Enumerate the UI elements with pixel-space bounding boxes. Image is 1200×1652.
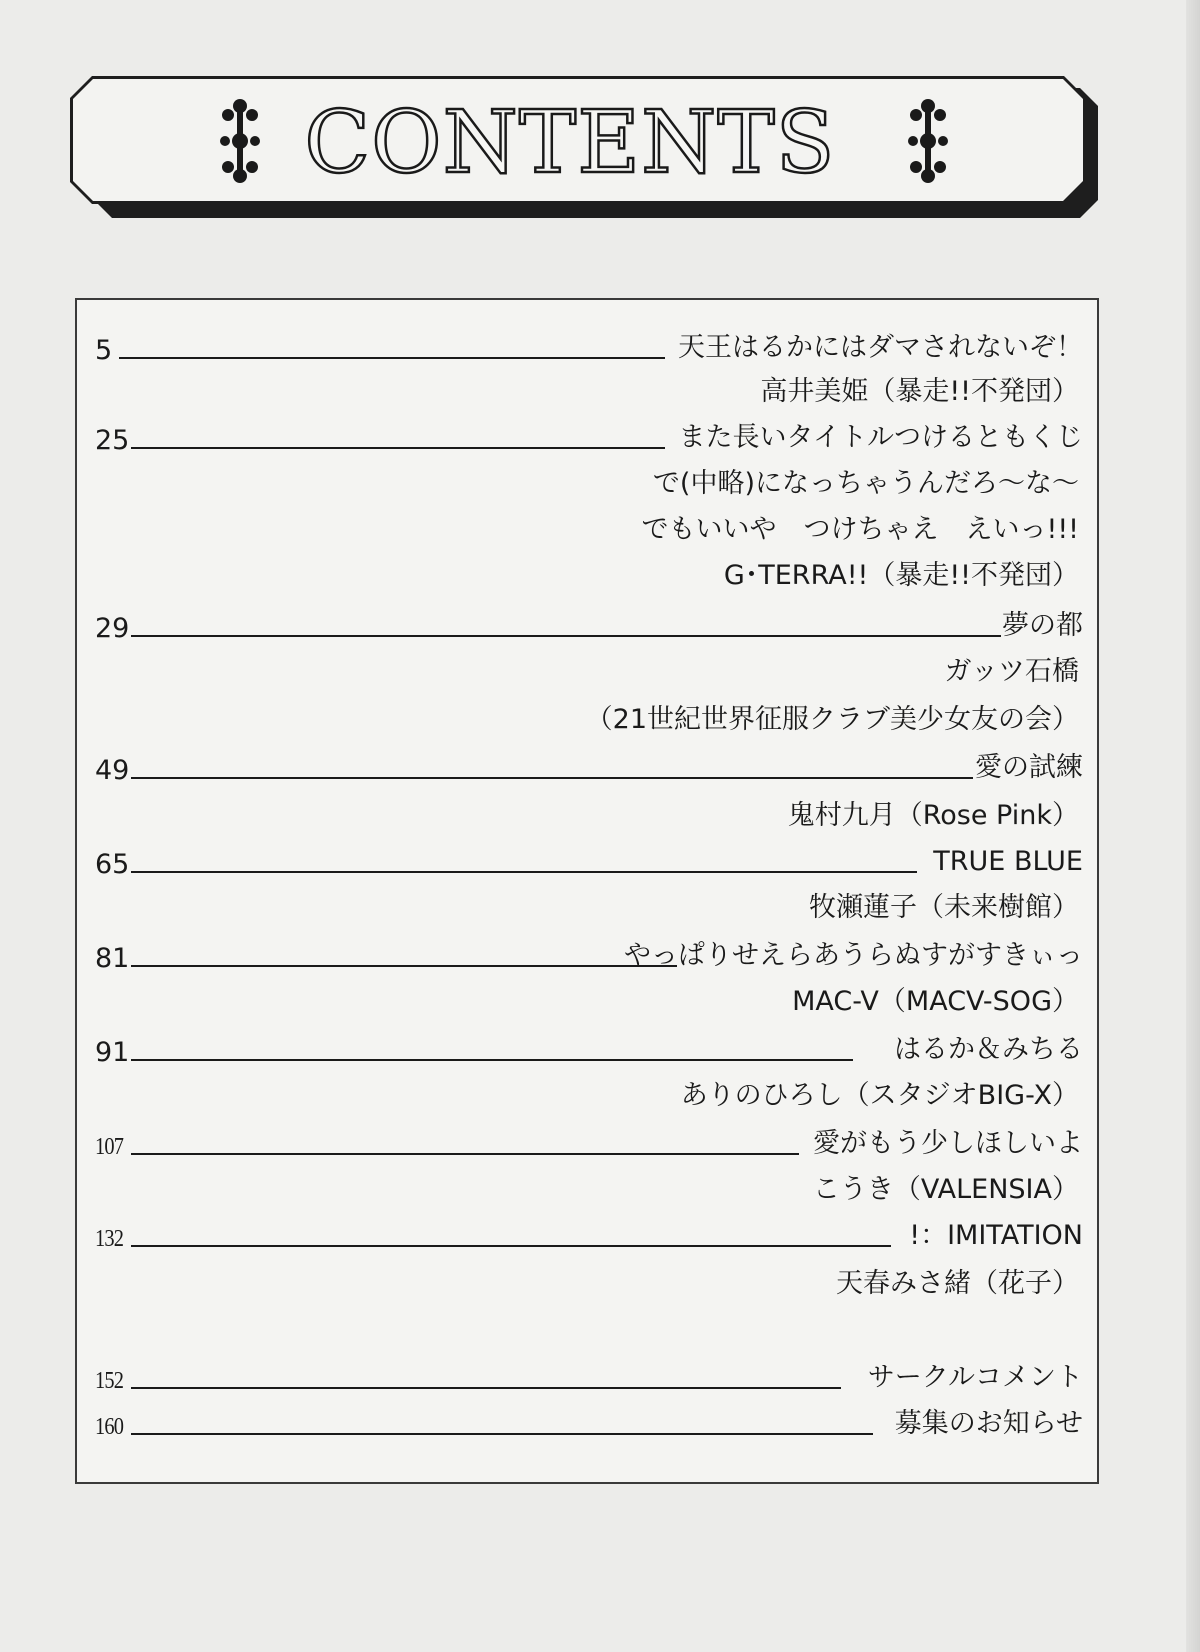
toc-entry[interactable] [77,934,1101,978]
leader-line [131,1433,873,1435]
fleuron-ornament-icon [900,98,956,184]
page-number: 65 [95,849,130,880]
toc-entry[interactable] [77,1402,1101,1446]
page-number: 160 [95,1414,124,1440]
entry-author: 牧瀬蓮子（未来樹館） [809,892,1079,923]
entry-title: はるか＆みちる [894,1034,1083,1065]
page-number: 91 [95,1037,130,1068]
entry-author: G･TERRA!!（暴走!!不発団） [723,560,1079,591]
leader-line [131,447,665,449]
entry-author: こうき（VALENSIA） [812,1174,1079,1205]
leader-line [131,1153,799,1155]
page-number: 152 [95,1368,124,1394]
leader-line [131,871,917,873]
entry-author: 鬼村九月（Rose Pink） [787,800,1079,831]
entry-author: MAC-V（MACV-SOG） [792,986,1079,1017]
leader-line [131,635,1001,637]
entry-title: 天王はるかにはダマされないぞ！ [678,332,1083,363]
toc-entry[interactable] [77,840,1101,884]
leader-line [131,965,677,967]
toc-entry[interactable] [77,1356,1101,1400]
entry-title-continued: でもいいや つけちゃえ えいっ!!! [641,514,1079,545]
page-edge [1186,0,1200,1652]
page-number: 5 [95,335,113,366]
entry-author: ありのひろし（スタジオBIG-X） [680,1080,1079,1111]
page-number: 132 [95,1226,124,1252]
entry-title: また長いタイトルつけるともくじ [678,422,1083,453]
entry-author: 天春みさ緒（花子） [836,1268,1079,1299]
toc-entry[interactable] [77,1028,1101,1072]
leader-line [131,777,973,779]
entry-title: 募集のお知らせ [894,1408,1083,1439]
toc-entry[interactable] [77,416,1101,460]
leader-line [131,1059,853,1061]
page-title: CONTENTS [304,93,836,193]
entry-author: ガッツ石橋 [944,656,1079,687]
toc-entry[interactable] [77,326,1101,370]
leader-line [119,357,665,359]
toc-entry[interactable] [77,604,1101,648]
contents-list [75,298,1099,1484]
page-number: 25 [95,425,130,456]
entry-title: 愛の試練 [975,752,1083,783]
leader-line [131,1245,891,1247]
entry-title: 夢の都 [1002,610,1083,641]
entry-title-continued: で(中略)になっちゃうんだろ〜な〜 [652,468,1079,499]
fleuron-ornament-icon [212,98,268,184]
entry-title: TRUE BLUE [933,846,1083,877]
leader-line [131,1387,841,1389]
page-number: 29 [95,613,130,644]
entry-title: !：IMITATION [909,1220,1083,1251]
toc-entry[interactable] [77,1214,1101,1258]
entry-title: サークルコメント [867,1362,1083,1393]
page-number: 49 [95,755,130,786]
entry-author: 高井美姫（暴走!!不発団） [760,376,1079,407]
page-number: 107 [95,1134,124,1160]
entry-author-circle: （21世紀世界征服クラブ美少女友の会） [585,704,1079,735]
entry-title: 愛がもう少しほしいよ [813,1128,1083,1159]
toc-entry[interactable] [77,746,1101,790]
page-number: 81 [95,943,130,974]
entry-title: やっぱりせえらあうらぬすがすきぃっ [624,940,1083,971]
toc-entry[interactable] [77,1122,1101,1166]
